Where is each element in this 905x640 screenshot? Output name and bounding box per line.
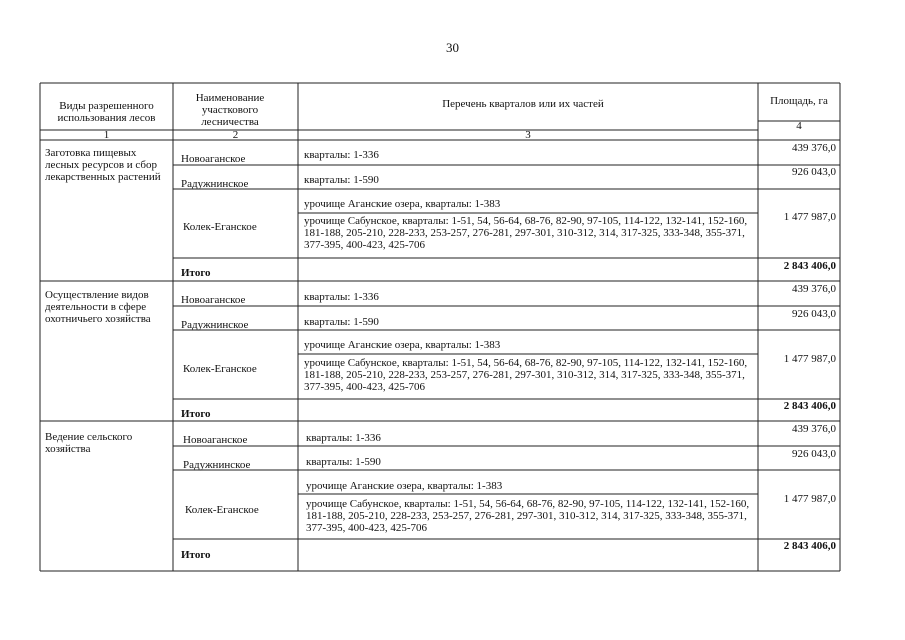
column-number-2: 2 <box>232 129 239 141</box>
total-value: 2 843 406,0 <box>783 540 836 552</box>
forestry-cell: Новоаганское <box>181 153 246 165</box>
total-value: 2 843 406,0 <box>783 400 836 412</box>
header-forestry: Наименование участкового лесничества <box>195 92 265 128</box>
quarters-cell: кварталы: 1-336 <box>306 432 381 444</box>
area-cell: 926 043,0 <box>792 448 836 460</box>
quarters-cell: урочище Сабунское, кварталы: 1-51, 54, 56-64, 68-76, 82-90, 97-105, 114-122, 132-141, 152-160, 181-188, 205-210, 228-233, 253-257, 276-281, 297-301, 310-312, 314, 317-325, 333-348, 355-371, 377-395, 400-423, 425-706 <box>306 498 750 534</box>
header-area: Площадь, га <box>770 95 828 107</box>
quarters-cell: кварталы: 1-336 <box>304 149 379 161</box>
area-cell: 926 043,0 <box>792 166 836 178</box>
column-number-3: 3 <box>525 129 531 141</box>
use-type-cell: Заготовка пищевых лесных ресурсов и сбор лекарственных растений <box>45 147 161 183</box>
area-cell: 1 477 987,0 <box>783 493 836 505</box>
page-number: 30 <box>446 40 459 55</box>
forestry-cell: Радужнинское <box>181 178 249 190</box>
forestry-cell: Колек-Еганское <box>185 504 259 516</box>
area-cell: 926 043,0 <box>792 308 836 320</box>
quarters-cell: урочище Сабунское, кварталы: 1-51, 54, 56-64, 68-76, 82-90, 97-105, 114-122, 132-141, 152-160, 181-188, 205-210, 228-233, 253-257, 276-281, 297-301, 310-312, 314, 317-325, 333-348, 355-371, 377-395, 400-423, 425-706 <box>304 215 748 251</box>
forestry-cell: Новоаганское <box>181 294 246 306</box>
quarters-cell: урочище Аганские озера, кварталы: 1-383 <box>304 339 501 351</box>
total-label: Итого <box>181 267 211 279</box>
use-type-cell: Осуществление видов деятельности в сфере охотничьего хозяйства <box>45 289 151 325</box>
quarters-cell: урочище Сабунское, кварталы: 1-51, 54, 56-64, 68-76, 82-90, 97-105, 114-122, 132-141, 152-160, 181-188, 205-210, 228-233, 253-257, 276-281, 297-301, 310-312, 314, 317-325, 333-348, 355-371, 377-395, 400-423, 425-706 <box>304 357 748 393</box>
area-cell: 439 376,0 <box>792 423 836 435</box>
area-cell: 439 376,0 <box>792 142 836 154</box>
total-label: Итого <box>181 408 211 420</box>
forestry-cell: Колек-Еганское <box>183 221 257 233</box>
forestry-cell: Радужнинское <box>181 319 249 331</box>
forestry-cell: Радужнинское <box>183 459 251 471</box>
forestry-cell: Колек-Еганское <box>183 363 257 375</box>
forest-use-table <box>40 83 840 571</box>
total-value: 2 843 406,0 <box>783 260 836 272</box>
header-use-type: Виды разрешенного использования лесов <box>57 100 156 124</box>
quarters-cell: кварталы: 1-590 <box>304 316 379 328</box>
area-cell: 1 477 987,0 <box>783 211 836 223</box>
area-cell: 439 376,0 <box>792 283 836 295</box>
quarters-cell: кварталы: 1-336 <box>304 291 379 303</box>
quarters-cell: кварталы: 1-590 <box>306 456 381 468</box>
column-number-4: 4 <box>796 120 802 132</box>
column-number-1: 1 <box>103 129 110 141</box>
area-cell: 1 477 987,0 <box>783 353 836 365</box>
total-label: Итого <box>181 549 211 561</box>
quarters-cell: урочище Аганские озера, кварталы: 1-383 <box>304 198 501 210</box>
quarters-cell: кварталы: 1-590 <box>304 174 379 186</box>
forestry-cell: Новоаганское <box>183 434 248 446</box>
quarters-cell: урочище Аганские озера, кварталы: 1-383 <box>306 480 503 492</box>
use-type-cell: Ведение сельского хозяйства <box>45 431 133 455</box>
header-quarters: Перечень кварталов или их частей <box>442 98 604 110</box>
